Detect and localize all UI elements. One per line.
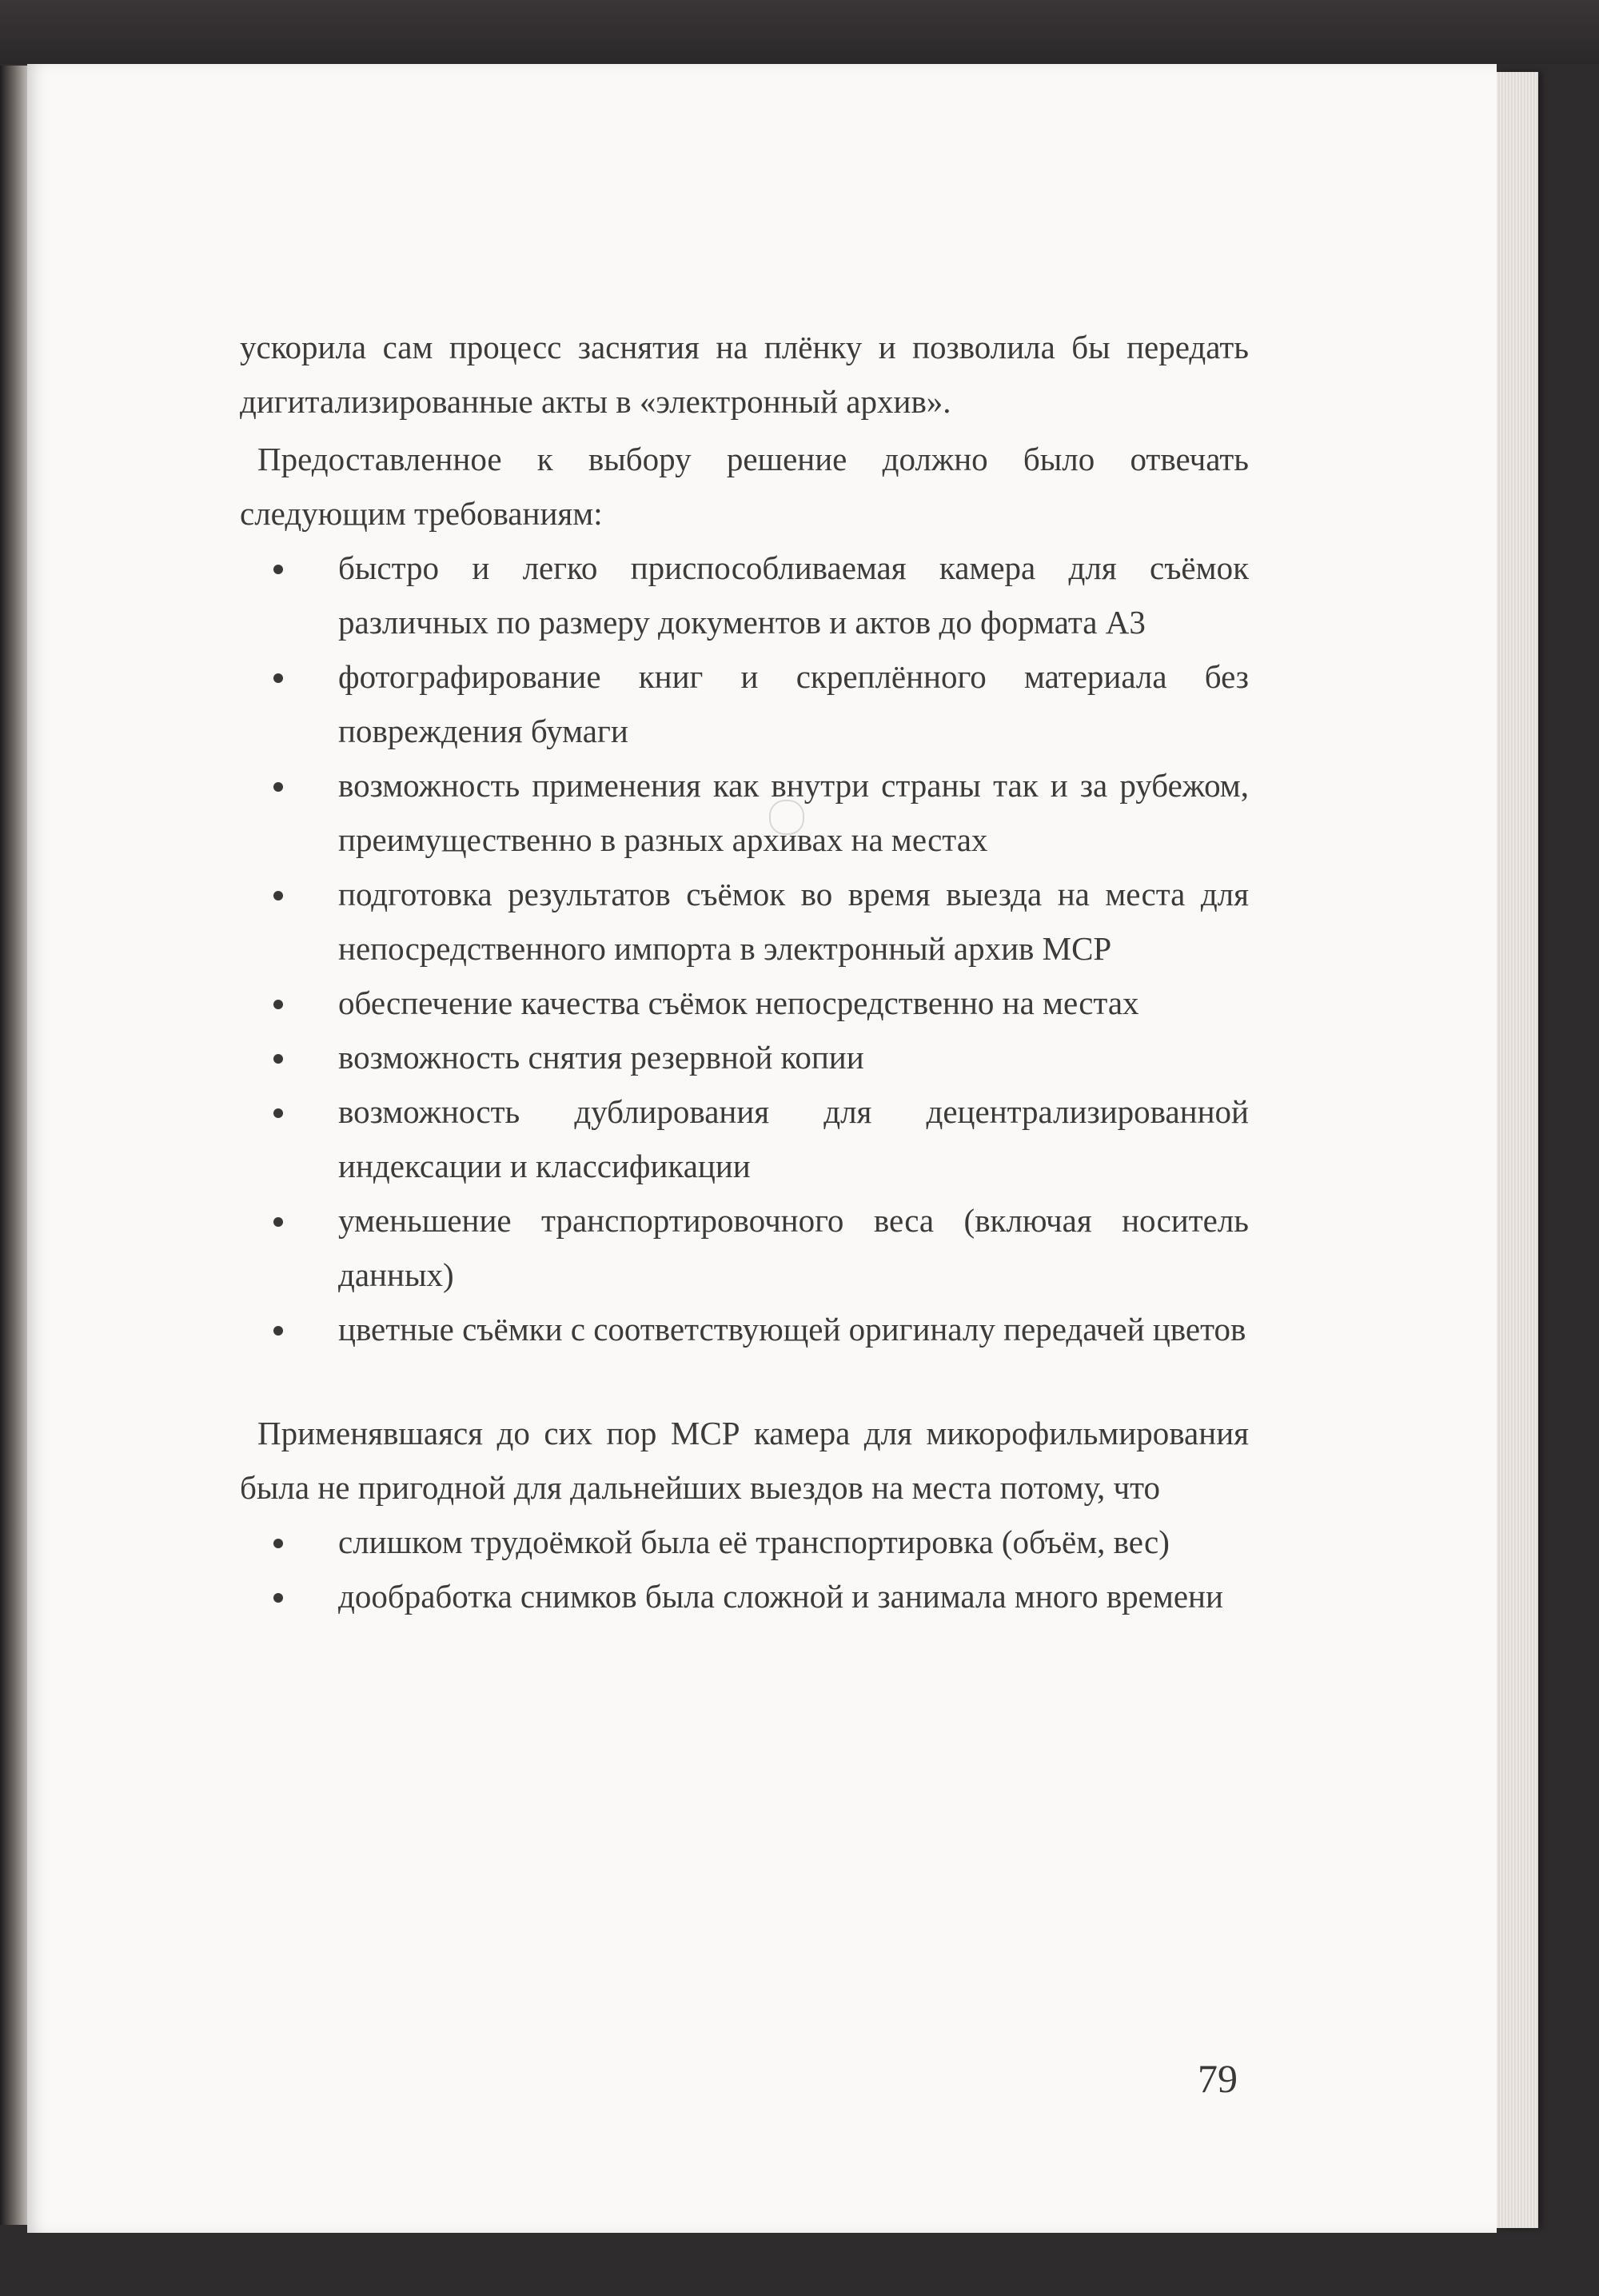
list-item: уменьшение транспортировочного веса (включая носитель данных) bbox=[240, 1193, 1249, 1302]
bullet-icon bbox=[273, 673, 283, 683]
list-item: фотографирование книг и скреплённого материала без повреждения бумаги bbox=[240, 649, 1249, 758]
bullet-icon bbox=[273, 1217, 283, 1227]
paragraph-gap bbox=[240, 1356, 1249, 1406]
paragraph-continuation: ускорила сам процесс заснятия на плёнку и позволила бы передать дигитализированные акты в «электронный архив». bbox=[240, 329, 1249, 420]
page-text bbox=[240, 320, 1249, 1623]
bullet-icon bbox=[273, 1539, 283, 1548]
bullet-icon bbox=[273, 891, 283, 900]
page-number: 79 bbox=[1198, 2056, 1238, 2101]
list-item: быстро и легко приспособливаемая камера для съёмок различных по размеру документов и актов до формата А3 bbox=[240, 541, 1249, 649]
bullet-icon bbox=[273, 565, 283, 574]
list-item: возможность применения как внутри страны так и за рубежом, преимущественно в разных архивах на местах bbox=[240, 758, 1249, 867]
bullet-icon bbox=[273, 1326, 283, 1336]
paragraph-camera: Применявшаяся до сих пор МСР камера для микорофильмирования была не пригодной для дальнейших выездов на места потому, что bbox=[240, 1415, 1249, 1506]
list-item: возможность дублирования для децентрализированной индексации и классификации bbox=[240, 1084, 1249, 1193]
bullet-icon bbox=[273, 1593, 283, 1603]
list-item: слишком трудоёмкой была её транспортировка (объём, вес) bbox=[240, 1515, 1249, 1569]
requirements-list bbox=[240, 541, 1249, 1356]
bullet-icon bbox=[273, 1108, 283, 1118]
list-item: цветные съёмки с соответствующей оригиналу передачей цветов bbox=[240, 1302, 1249, 1356]
background-top bbox=[0, 0, 1599, 64]
list-item: обеспечение качества съёмок непосредственно на местах bbox=[240, 976, 1249, 1030]
bullet-icon bbox=[273, 782, 283, 792]
list-item: возможность снятия резервной копии bbox=[240, 1030, 1249, 1084]
paragraph-requirements-intro: Предоставленное к выбору решение должно было отвечать следующим требованиям: bbox=[240, 441, 1249, 532]
bullet-icon bbox=[273, 1000, 283, 1009]
list-item: дообработка снимков была сложной и занимала много времени bbox=[240, 1569, 1249, 1623]
list-item: подготовка результатов съёмок во время выезда на места для непосредственного импорта в электронный архив МСР bbox=[240, 867, 1249, 976]
reasons-list bbox=[240, 1515, 1249, 1623]
bullet-icon bbox=[273, 1054, 283, 1064]
page-stack-edge bbox=[1497, 72, 1538, 2228]
